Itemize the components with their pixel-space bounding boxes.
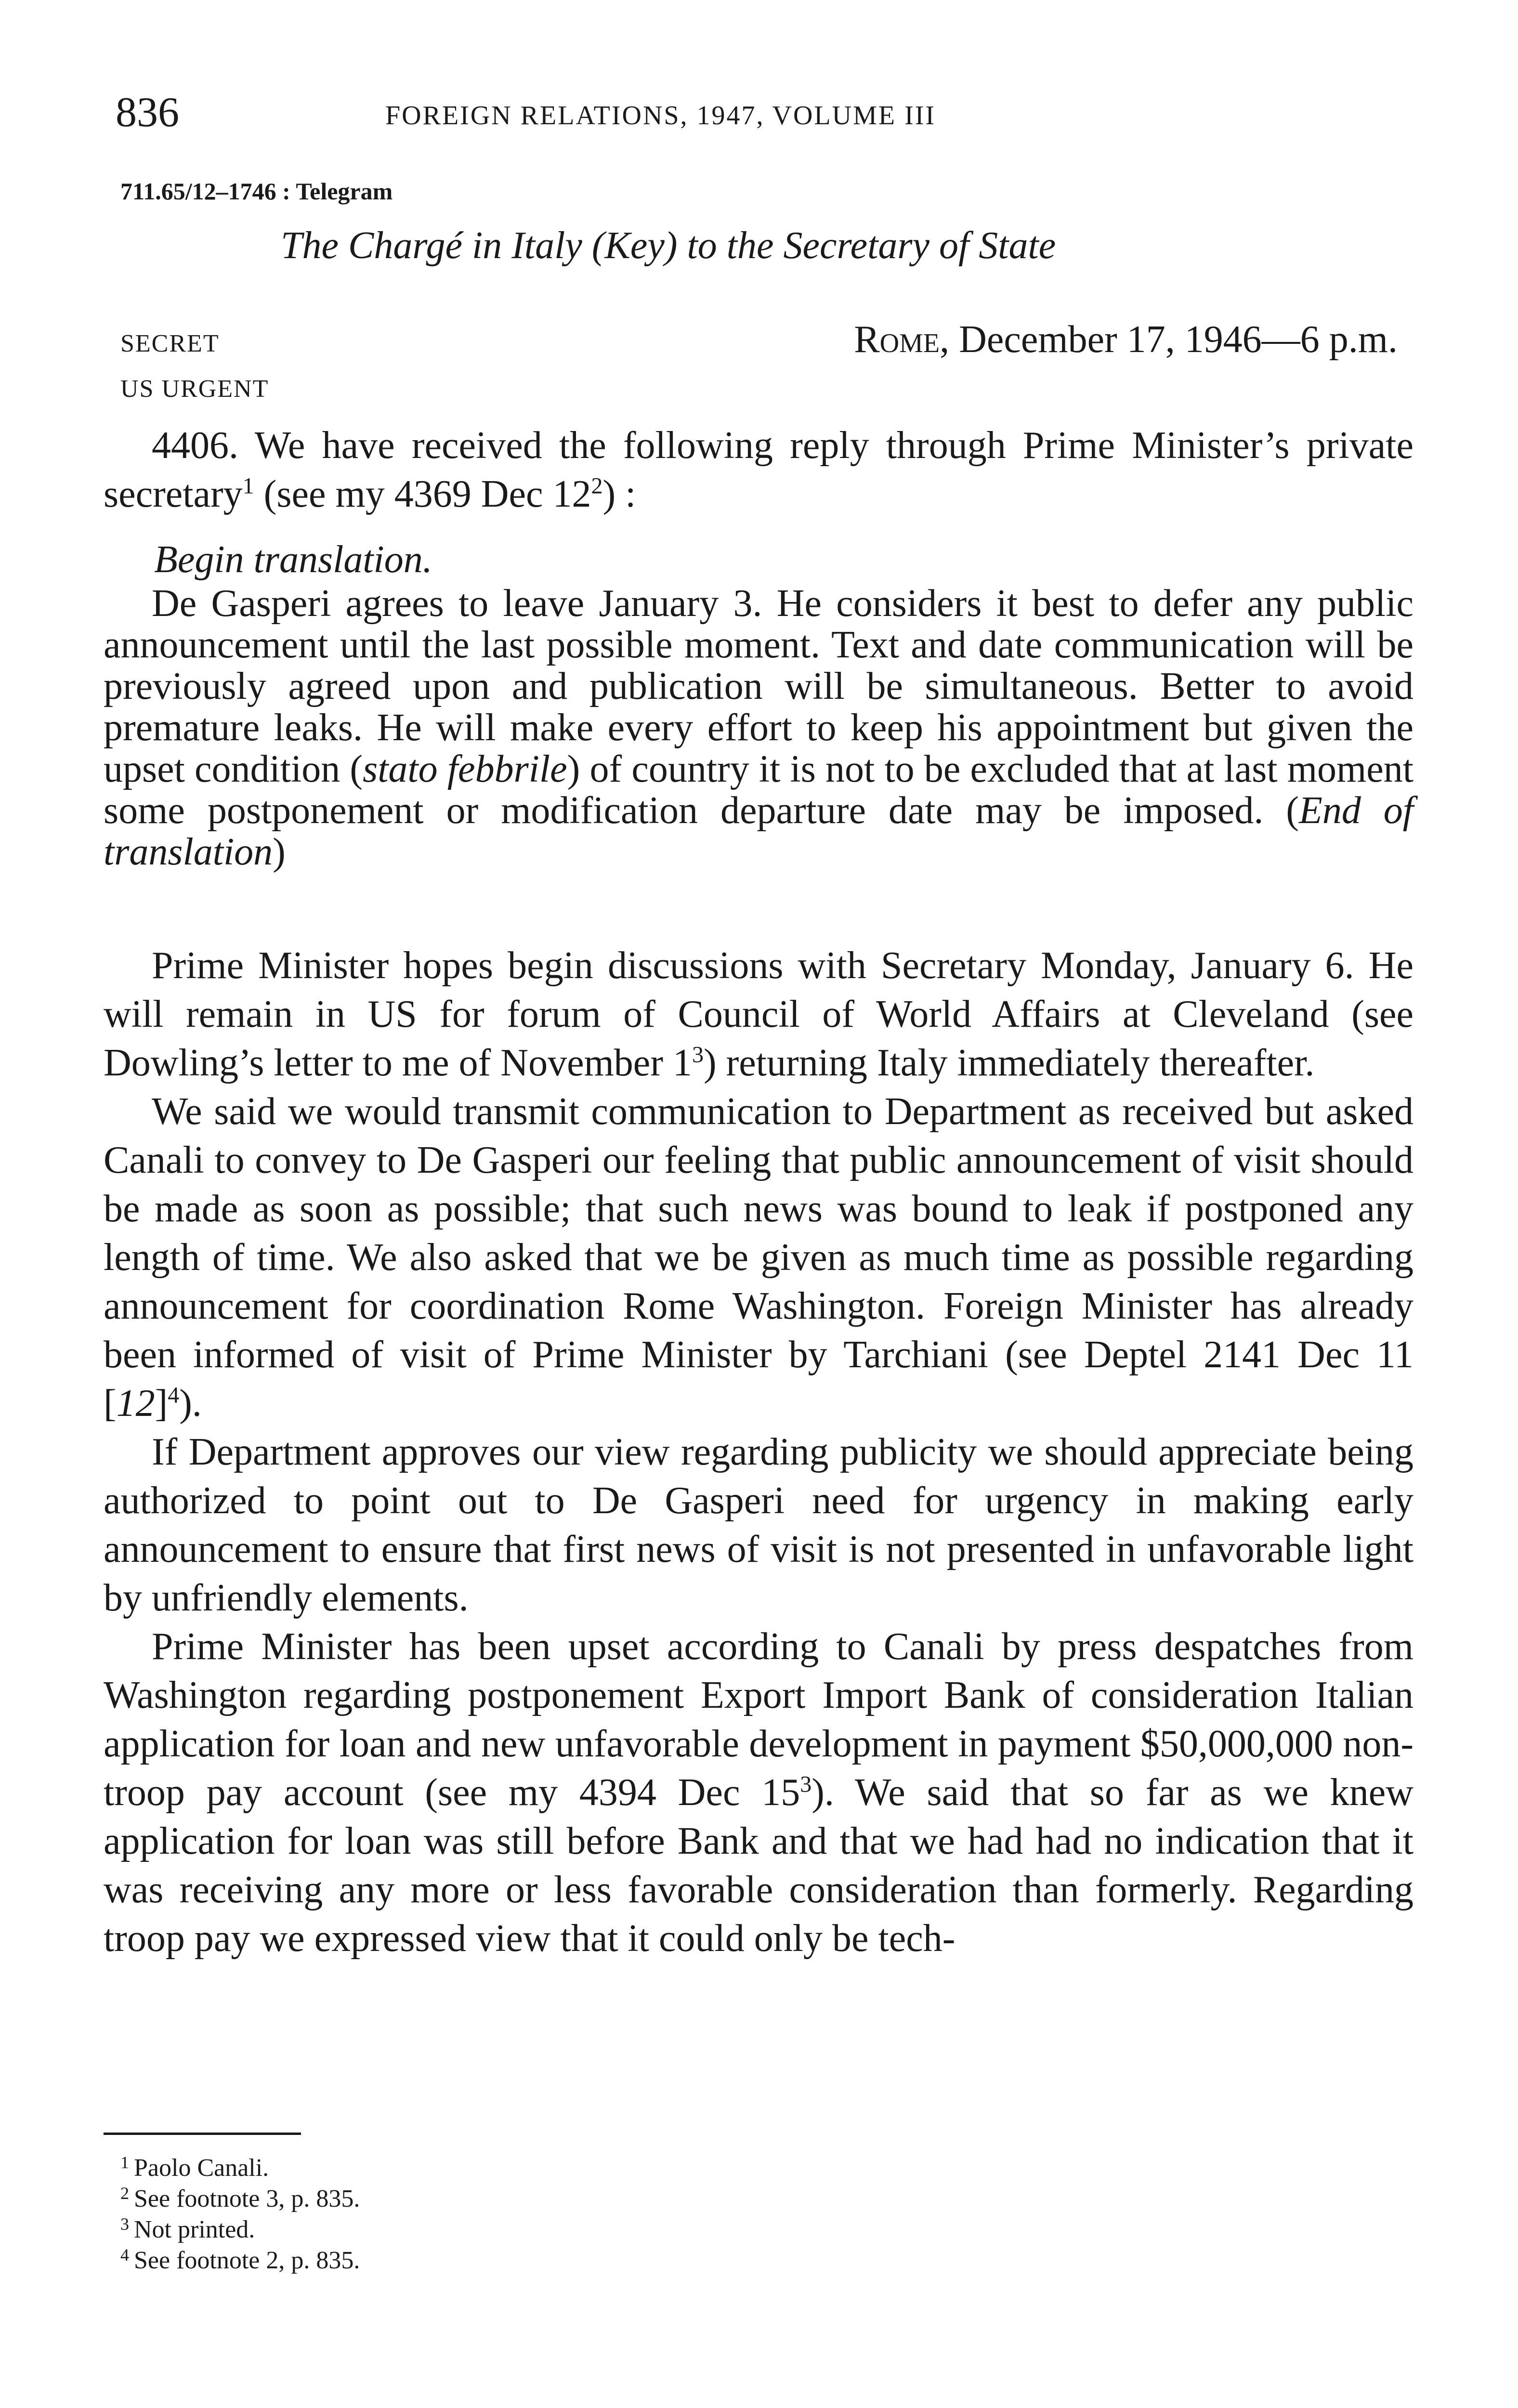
paragraph-5 (104, 1623, 1413, 1963)
quote-text-a: De Gasperi agrees to leave January 3. He considers it best to defer any public announcement until the last possible moment. Text and date communication will be previously agreed upon and publication will be simultaneous. Better to avoid premature leaks. He will make every effort to keep his appointment but given the upset condition ( (104, 582, 1413, 790)
footnote-mark: 2 (120, 2184, 129, 2203)
paragraph-3-text-b: ] (155, 1382, 168, 1425)
footnote-3 (120, 2214, 891, 2245)
main-body (104, 942, 1413, 1963)
paragraph-1 (104, 421, 1413, 519)
paragraph-3-text-c: ). (179, 1382, 202, 1425)
footnote-text: See footnote 2, p. 835. (134, 2247, 360, 2274)
footnote-2 (120, 2184, 891, 2214)
dateline (854, 320, 1398, 359)
footnote-4 (120, 2245, 891, 2276)
paragraph-3-text-a: We said we would transmit communication to Department as received but asked Canali to convey to De Gasperi our feeling that public announcement of visit should be made as soon as possible; that such news was bound to leak if postponed any length of time. We also asked that we be given as much time as possible regarding announcement for coordination Rome Washington. Foreign Minister has already been informed of visit of Prime Minister by Tarchiani (see Deptel 2141 Dec 11 [ (104, 1090, 1413, 1425)
paragraph-3-italic: 12 (116, 1382, 155, 1425)
paragraph-2-text-b: ) returning Italy immediately thereafter. (703, 1042, 1315, 1084)
footnote-rule (104, 2133, 301, 2135)
paragraph-2-text-a: Prime Minister hopes begin discussions with Secretary Monday, January 6. He will remain in US for forum of Council of World Affairs at Cleveland (see Dowling’s letter to me of November 1 (104, 944, 1413, 1084)
paragraph-1-text-c: ) : (602, 473, 636, 515)
footnotes (120, 2153, 891, 2276)
footnote-ref-3b: 3 (800, 1771, 812, 1797)
paragraph-4: If Department approves our view regarding publicity we should appreciate being authorized to point out to De Gasperi need for urgency in making early announcement to ensure that first news of visit is not presented in unfavorable light by unfriendly elements. (104, 1431, 1413, 1619)
footnote-text: Not printed. (134, 2216, 255, 2243)
footnote-text: See footnote 3, p. 835. (134, 2185, 360, 2212)
footnote-ref-2: 2 (591, 473, 603, 499)
classification-secret: SECRET (120, 330, 220, 357)
quote-heading: Begin translation. (154, 538, 432, 581)
translation-quote (104, 583, 1413, 873)
document-title: The Chargé in Italy (Key) to the Secretary of State (281, 224, 1056, 267)
dateline-date: , December 17, 1946—6 p.m. (940, 318, 1398, 361)
footnote-text: Paolo Canali. (134, 2154, 269, 2182)
quote-italic-end: End of translation (104, 789, 1413, 873)
footnote-ref-4: 4 (168, 1382, 180, 1408)
dateline-city: Rome (854, 318, 940, 361)
quote-italic-stato: stato febbrile (363, 748, 567, 790)
paragraph-5-text-a: Prime Minister has been upset according to Canali by press despatches from Washington regarding postponement Export Import Bank of consideration Italian application for loan and new unfavorable development in payment $50,000,000 non-troop pay account (see my 4394 Dec 15 (104, 1625, 1413, 1814)
paragraph-2 (104, 942, 1413, 1087)
classification-urgent: US URGENT (120, 375, 269, 403)
footnote-ref-3: 3 (692, 1042, 704, 1068)
page-number: 836 (116, 89, 179, 136)
paragraph-3 (104, 1087, 1413, 1428)
paragraph-5-text-b: ). We said that so far as we knew application for loan was still before Bank and that we had had no indication that it was receiving any more or less favorable consideration than formerly. Regarding troop pay we expressed view that it could only be tech- (104, 1771, 1413, 1960)
file-reference: 711.65/12–1746 : Telegram (120, 178, 393, 205)
footnote-mark: 4 (120, 2245, 129, 2264)
footnote-mark: 1 (120, 2153, 129, 2172)
paragraph-1-text-b: (see my 4369 Dec 12 (254, 473, 591, 515)
paragraph-1-text-a: 4406. We have received the following reply through Prime Minister’s private secretary (104, 424, 1413, 515)
footnote-mark: 3 (120, 2214, 129, 2234)
quote-text-c: ) (273, 831, 286, 873)
running-head: FOREIGN RELATIONS, 1947, VOLUME III (385, 101, 936, 131)
footnote-1 (120, 2153, 891, 2184)
quote-text-b: ) of country it is not to be excluded that at last moment some postponement or modification departure date may be imposed. ( (104, 748, 1414, 832)
page-header (104, 79, 1404, 142)
footnote-ref-1: 1 (242, 473, 254, 499)
